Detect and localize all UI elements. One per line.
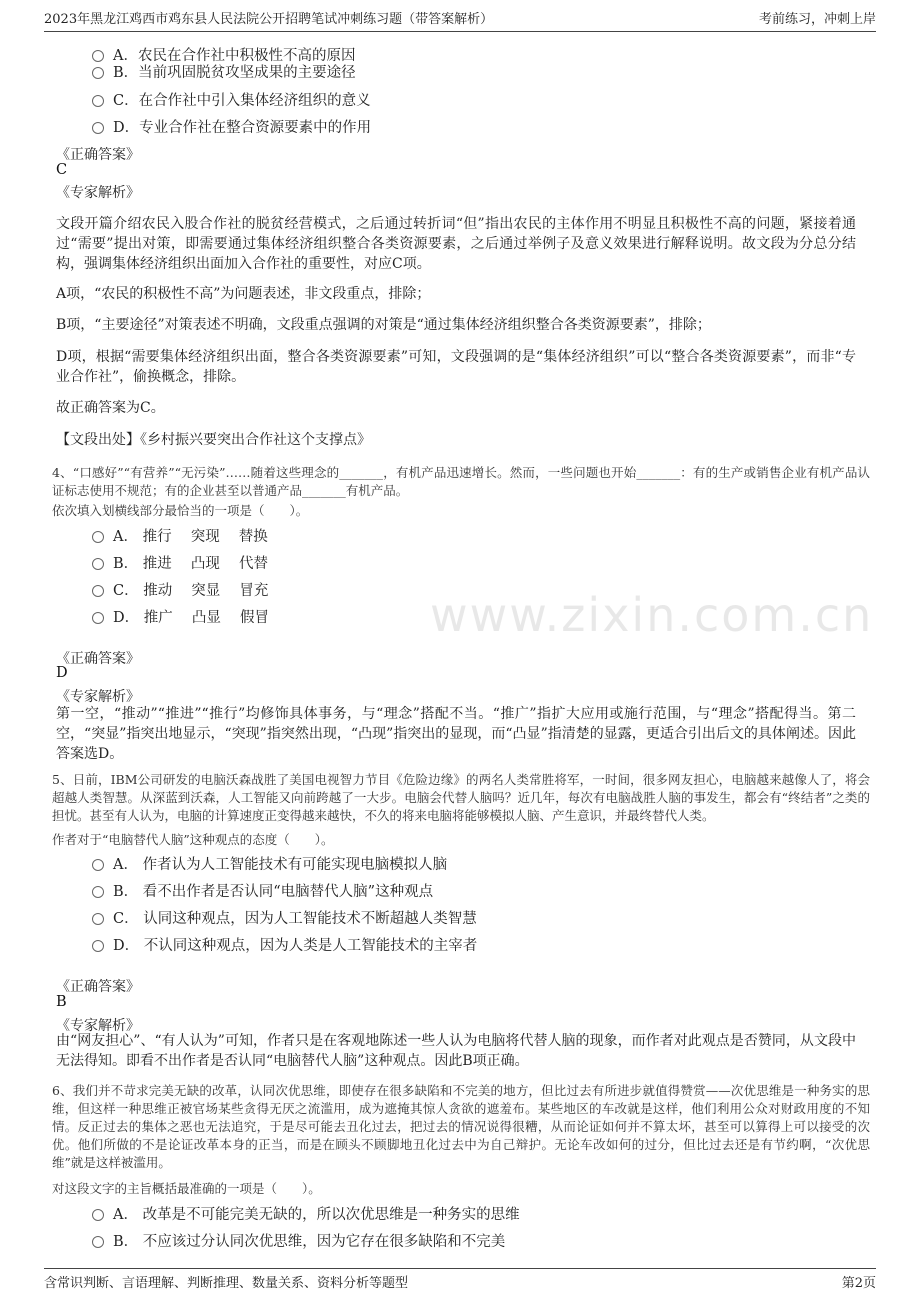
q4-answer: D xyxy=(56,665,68,681)
q4-option-b[interactable]: B． 推进 凸现 代替 xyxy=(92,552,268,573)
q4-option-d[interactable]: D． 推广 凸显 假冒 xyxy=(92,606,269,627)
q3-source: 【文段出处】《乡村振兴要突出合作社这个支撑点》 xyxy=(56,432,371,448)
radio-button-icon[interactable] xyxy=(92,1209,104,1221)
q5-stem: 5、日前，IBM公司研发的电脑沃森战胜了美国电视智力节目《危险边缘》的两名人类常胜将军，一时间，很多网友担心，电脑越来越像人了，将会超越人类智慧。从深蓝到沃森，人工智能又向前跨越了一大步。电脑会代替人脑吗？近几年，每次有电脑战胜人脑的事发生，都会有“终结者”之类的担忧。甚至有人认为，电脑的计算速度正变得越来越快，不久的将来电脑将能够模拟人脑、产生意识，并最终替代人类。 xyxy=(52,772,870,823)
q3-option-a[interactable]: A．农民在合作社中积极性不高的原因 xyxy=(92,44,355,65)
q4-stem: 4、“口感好”“有营养”“无污染”……随着这些理念的_______，有机产品迅速增长。然而，一些问题也开始_______：有的生产或销售企业有机产品认证标志使用不规范；有的企业甚至以普通产品_______有机产品。 xyxy=(52,465,870,498)
q5-answer: B xyxy=(56,994,67,1010)
q6-stem: 6、我们并不苛求完美无缺的改革，认同次优思维，即使存在很多缺陷和不完美的地方，但比过去有所进步就值得赞赏——次优思维是一种务实的思维，但这样一种思维正被官场某些贪得无厌之流滥用，成为遮掩其惊人贪欲的遮羞布。某些地区的车改就是这样，他们利用公众对财政用度的不知情。反正过去的集体之恶也无法追究，于是尽可能去丑化过去，把过去的情况说得很糟，从而论证如何并不算太坏，甚至可以算得上可以接受的次优。他们所做的不是论证改革本身的正当，而是在顾头不顾脚地丑化过去中为自己辩护。无论车改如何的过分，但比过去还是有节约啊，“次优思维”就是这样被滥用。 xyxy=(52,1083,870,1170)
q3-option-d[interactable]: D．专业合作社在整合资源要素中的作用 xyxy=(92,116,371,137)
q4-option-c[interactable]: C． 推动 突显 冒充 xyxy=(92,579,268,600)
page-number: 第2页 xyxy=(841,1276,876,1291)
radio-button-icon[interactable] xyxy=(92,531,104,543)
watermark: www.zixin.com.cn xyxy=(430,588,874,642)
document-title: 2023年黑龙江鸡西市鸡东县人民法院公开招聘笔试冲刺练习题（带答案解析） xyxy=(44,12,494,27)
q4-answer-label: 《正确答案》 xyxy=(56,651,140,667)
header-slogan: 考前练习，冲刺上岸 xyxy=(758,12,876,27)
q3-analysis-summary: 文段开篇介绍农民入股合作社的脱贫经营模式，之后通过转折词“但”指出农民的主体作用不明显且积极性不高的问题，紧接着通过“需要”提出对策，即需要通过集体经济组织整合各类资源要素，之后通过举例子及意义效果进行解释说明。故文段为分总分结构，强调集体经济组织出面加入合作社的重要性，对应C项。 xyxy=(56,216,856,272)
q5-analysis: 由“网友担心”、“有人认为”可知，作者只是在客观地陈述一些人认为电脑将代替人脑的现象，而作者对此观点是否赞同，从文段中无法得知。即看不出作者是否认同“电脑替代人脑”这种观点。因此B项正确。 xyxy=(56,1033,856,1069)
q3-analysis-a: A项，“农民的积极性不高”为问题表述，非文段重点，排除； xyxy=(56,286,431,302)
q3-analysis-b: B项，“主要途径”对策表述不明确，文段重点强调的对策是“通过集体经济组织整合各类资源要素”，排除； xyxy=(56,317,711,333)
q5-analysis-label: 《专家解析》 xyxy=(56,1018,140,1034)
q3-option-b[interactable]: B．当前巩固脱贫攻坚成果的主要途径 xyxy=(92,61,356,82)
q3-answer-label: 《正确答案》 xyxy=(56,147,140,163)
radio-button-icon[interactable] xyxy=(92,122,104,134)
footer-divider xyxy=(44,1268,876,1269)
q5-option-b[interactable]: B． 看不出作者是否认同“电脑替代人脑”这种观点 xyxy=(92,880,433,901)
q3-analysis-conclusion: 故正确答案为C。 xyxy=(56,400,165,416)
radio-button-icon[interactable] xyxy=(92,886,104,898)
q4-analysis-label: 《专家解析》 xyxy=(56,689,140,705)
q6-prompt: 对这段文字的主旨概括最准确的一项是（ ）。 xyxy=(52,1181,321,1196)
radio-button-icon[interactable] xyxy=(92,913,104,925)
radio-button-icon[interactable] xyxy=(92,940,104,952)
q3-answer: C xyxy=(56,162,68,178)
q3-analysis-label: 《专家解析》 xyxy=(56,185,140,201)
radio-button-icon[interactable] xyxy=(92,67,104,79)
q4-option-a[interactable]: A． 推行 突现 替换 xyxy=(92,525,268,546)
q3-analysis-d: D项，根据“需要集体经济组织出面，整合各类资源要素”可知，文段强调的是“集体经济组织”可以“整合各类资源要素”，而非“专业合作社”，偷换概念，排除。 xyxy=(56,349,856,385)
radio-button-icon[interactable] xyxy=(92,558,104,570)
q4-prompt: 依次填入划横线部分最恰当的一项是（ ）。 xyxy=(52,503,309,518)
q3-option-c[interactable]: C．在合作社中引入集体经济组织的意义 xyxy=(92,89,371,110)
q5-option-c[interactable]: C． 认同这种观点，因为人工智能技术不断超越人类智慧 xyxy=(92,907,477,928)
q5-option-a[interactable]: A． 作者认为人工智能技术有可能实现电脑模拟人脑 xyxy=(92,853,447,874)
q5-answer-label: 《正确答案》 xyxy=(56,979,140,995)
radio-button-icon[interactable] xyxy=(92,612,104,624)
q6-option-b[interactable]: B． 不应该过分认同次优思维，因为它存在很多缺陷和不完美 xyxy=(92,1230,505,1251)
radio-button-icon[interactable] xyxy=(92,1236,104,1248)
footer-categories: 含常识判断、言语理解、判断推理、数量关系、资料分析等题型 xyxy=(44,1276,409,1291)
q5-option-d[interactable]: D． 不认同这种观点，因为人类是人工智能技术的主宰者 xyxy=(92,934,477,955)
q6-option-a[interactable]: A． 改革是不可能完美无缺的，所以次优思维是一种务实的思维 xyxy=(92,1203,520,1224)
radio-button-icon[interactable] xyxy=(92,585,104,597)
radio-button-icon[interactable] xyxy=(92,859,104,871)
q4-analysis: 第一空，“推动”“推进”“推行”均修饰具体事务，与“理念”搭配不当。“推广”指扩大应用或施行范围，与“理念”搭配得当。第二空，“突显”指突出地显示，“突现”指突然出现，“凸现”指突出的显现，而“凸显”指清楚的显露，更适合引出后文的具体阐述。因此答案选D。 xyxy=(56,706,856,762)
radio-button-icon[interactable] xyxy=(92,95,104,107)
q5-prompt: 作者对于“电脑替代人脑”这种观点的态度（ ）。 xyxy=(52,832,334,847)
header-divider xyxy=(44,31,876,32)
